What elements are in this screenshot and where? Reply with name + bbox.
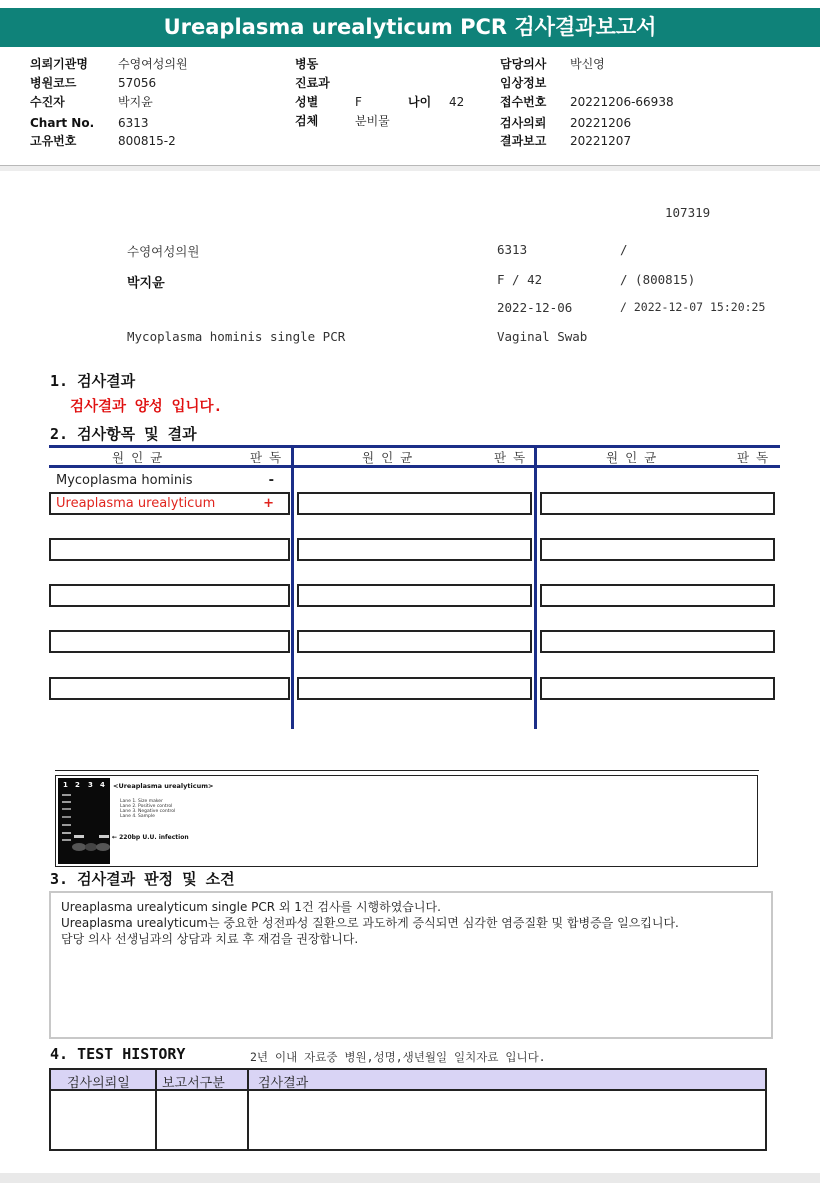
gel-top-rule bbox=[55, 770, 759, 771]
section1-title: 1. 검사결과 bbox=[50, 372, 136, 390]
gel-lane-4: 4 bbox=[100, 781, 105, 789]
empty-row bbox=[49, 538, 290, 561]
gel-legend-1: Lane 1. Size maker bbox=[120, 799, 163, 804]
gel-legend-3: Lane 3. Negative control bbox=[120, 809, 176, 814]
result-row bbox=[49, 492, 290, 515]
patient-specimen: Vaginal Swab bbox=[497, 329, 588, 344]
patient-test: Mycoplasma hominis single PCR bbox=[127, 329, 346, 344]
clinical-info-label: 임상정보 bbox=[500, 76, 547, 90]
gel-lane-1: 1 bbox=[63, 781, 68, 789]
client-label: 의뢰기관명 bbox=[30, 57, 88, 71]
gel-title: <Ureaplasma urealyticum> bbox=[113, 782, 214, 790]
sex-label: 성별 bbox=[295, 95, 319, 109]
history-note: 2년 이내 자료중 병원,성명,생년월일 일치자료 입니다. bbox=[250, 1050, 546, 1064]
history-divider bbox=[155, 1070, 157, 1149]
empty-row bbox=[297, 630, 532, 653]
history-header bbox=[51, 1070, 765, 1091]
sex-value: F bbox=[355, 95, 362, 109]
col-reading-2: 판독 bbox=[494, 450, 533, 465]
empty-row bbox=[540, 492, 775, 515]
pathogen-result: - bbox=[268, 473, 274, 488]
col-pathogen-3: 원인균 bbox=[606, 450, 664, 465]
primer-dimer bbox=[72, 843, 86, 851]
positive-result: 검사결과 양성 입니다. bbox=[70, 399, 223, 415]
gel-legend-4: Lane 4. Sample bbox=[120, 814, 155, 819]
patient-code: 107319 bbox=[665, 205, 711, 220]
empty-row bbox=[540, 538, 775, 561]
patient-slash: / bbox=[620, 242, 628, 257]
client-value: 수영여성의원 bbox=[118, 57, 188, 71]
results-divider-1 bbox=[291, 445, 294, 729]
patient-received: 2022-12-06 bbox=[497, 300, 573, 315]
doctor-value: 박신영 bbox=[570, 57, 605, 71]
report-title: Ureaplasma urealyticum PCR 검사결과보고서 bbox=[0, 8, 820, 47]
age-label: 나이 bbox=[408, 95, 432, 109]
hospital-code-value: 57056 bbox=[118, 76, 157, 90]
hospital-code-label: 병원코드 bbox=[30, 76, 77, 90]
marker-band bbox=[62, 824, 71, 826]
patient-clinic: 수영여성의원 bbox=[127, 244, 200, 259]
marker-band bbox=[62, 794, 71, 796]
gel-band-label: ← 220bp U.U. infection bbox=[112, 834, 189, 841]
empty-row bbox=[49, 677, 290, 700]
empty-row bbox=[49, 630, 290, 653]
col-reading-1: 판독 bbox=[250, 450, 289, 465]
empty-row bbox=[49, 584, 290, 607]
history-divider bbox=[247, 1070, 249, 1149]
specimen-value: 분비물 bbox=[355, 114, 390, 128]
request-date-value: 20221206 bbox=[570, 116, 632, 130]
gel-frame bbox=[55, 775, 758, 867]
gel-image bbox=[56, 776, 756, 865]
pathogen-result: + bbox=[263, 496, 274, 511]
opinion-box bbox=[49, 891, 773, 1039]
patient-birth: / (800815) bbox=[620, 272, 696, 287]
patient-reported: / 2022-12-07 15:20:25 bbox=[620, 300, 766, 314]
primer-dimer bbox=[96, 843, 110, 851]
gel-lane-3: 3 bbox=[88, 781, 93, 789]
ward-label: 병동 bbox=[295, 57, 319, 71]
chart-no-value: 6313 bbox=[118, 116, 149, 130]
empty-row bbox=[297, 492, 532, 515]
opinion-line: Ureaplasma urealyticum single PCR 외 1건 검사를 시행하였습니다. bbox=[61, 900, 441, 914]
results-divider-2 bbox=[534, 445, 537, 729]
unique-no-label: 고유번호 bbox=[30, 134, 77, 148]
gel-background bbox=[58, 778, 110, 864]
opinion-line: 담당 의사 선생님과의 상담과 치료 후 재검을 권장합니다. bbox=[61, 932, 359, 946]
request-date-label: 검사의뢰 bbox=[500, 116, 547, 130]
col-pathogen-1: 원인균 bbox=[112, 450, 170, 465]
history-col-result: 검사결과 bbox=[258, 1076, 309, 1091]
gel-legend-2: Lane 2. Positive control bbox=[120, 804, 173, 809]
report-date-label: 결과보고 bbox=[500, 134, 547, 148]
age-value: 42 bbox=[449, 95, 465, 109]
empty-row bbox=[540, 630, 775, 653]
pathogen-name: Ureaplasma urealyticum bbox=[56, 496, 216, 511]
department-label: 진료과 bbox=[295, 76, 330, 90]
doctor-label: 담당의사 bbox=[500, 57, 547, 71]
patient-sex-age: F / 42 bbox=[497, 272, 543, 287]
patient-label: 수진자 bbox=[30, 95, 65, 109]
marker-band bbox=[62, 832, 71, 834]
patient-name: 박지윤 bbox=[127, 276, 165, 291]
primer-dimer bbox=[85, 843, 97, 851]
marker-band bbox=[62, 839, 71, 841]
empty-row bbox=[540, 584, 775, 607]
empty-row bbox=[297, 538, 532, 561]
section4-title: 4. TEST HISTORY bbox=[50, 1045, 186, 1063]
section3-title: 3. 검사결과 판정 및 소견 bbox=[50, 870, 235, 888]
pathogen-name: Mycoplasma hominis bbox=[56, 473, 193, 488]
chart-no-label: Chart No. bbox=[30, 116, 95, 130]
unique-no-value: 800815-2 bbox=[118, 134, 176, 148]
result-row bbox=[49, 469, 290, 492]
receipt-no-value: 20221206-66938 bbox=[570, 95, 674, 109]
empty-row bbox=[297, 584, 532, 607]
patient-value: 박지윤 bbox=[118, 95, 153, 109]
section2-title: 2. 검사항목 및 결과 bbox=[50, 425, 197, 443]
header-band bbox=[0, 166, 820, 171]
marker-band bbox=[62, 801, 71, 803]
report-date-value: 20221207 bbox=[570, 134, 632, 148]
gel-lane-2: 2 bbox=[75, 781, 80, 789]
history-table bbox=[49, 1068, 767, 1151]
sample-band bbox=[99, 835, 109, 838]
history-col-type: 보고서구분 bbox=[162, 1076, 225, 1091]
history-col-date: 검사의뢰일 bbox=[67, 1076, 130, 1091]
col-pathogen-2: 원인균 bbox=[362, 450, 420, 465]
opinion-line: Ureaplasma urealyticum는 중요한 성전파성 질환으로 과도하게 증식되면 심각한 염증질환 및 합병증을 일으킵니다. bbox=[61, 916, 679, 930]
patient-chart: 6313 bbox=[497, 242, 528, 257]
marker-band bbox=[62, 808, 71, 810]
col-reading-3: 판독 bbox=[737, 450, 776, 465]
empty-row bbox=[540, 677, 775, 700]
positive-control-band bbox=[74, 835, 84, 838]
specimen-label: 검체 bbox=[295, 114, 319, 128]
marker-band bbox=[62, 816, 71, 818]
empty-row bbox=[297, 677, 532, 700]
receipt-no-label: 접수번호 bbox=[500, 95, 547, 109]
footer-band bbox=[0, 1173, 820, 1183]
